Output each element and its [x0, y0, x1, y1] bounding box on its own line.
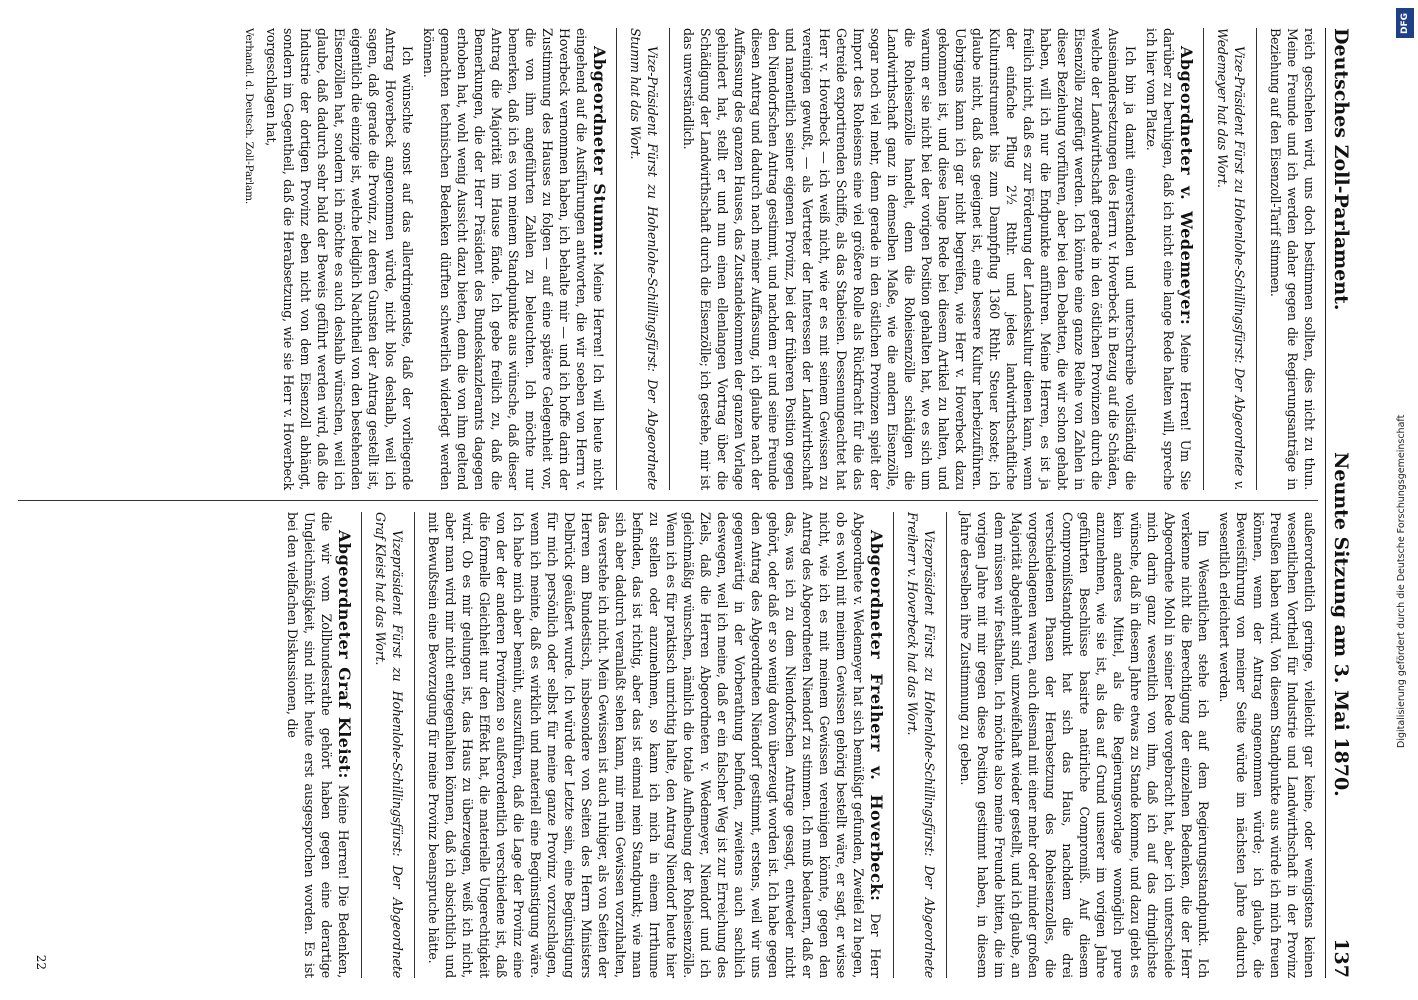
divider [669, 28, 670, 490]
chair-announcement: Vize-Präsident Fürst zu Hohenlohe-Schillingsfürst: Der Abgeordnete Stumm hat das Wort. [628, 28, 660, 490]
speech-paragraph: Im Wesentlichen stehe ich auf dem Regierungsstandpunkt. Ich verkenne nicht die Berechtigung der einzelnen Bedenken, die der Herr Abgeordnete Mohl in seiner Rede vorgebracht hat, aber ich unterscheide mich darin ganz wesentlich von ihm, daß ich auf das dringlichste wünsche, daß in diesem Jahre etwas zu Stande komme, und dazu giebt es kein anderes Mittel, als die Regierungsvorlage womöglich pure anzunehmen, wie sie ist, als das auf Grund unserer im vorigen Jahre geführten Beschlüsse basirte natürliche Compromiß. Auf diesem Compromißstandpunkt hat sich das Haus, nachdem die drei verschiedenen Phasen der Herabsetzung des Roheisenzolles, die vorgeschlagenen waren, auch diesmal mit einer mehr oder minder großen Majorität abgelehnt sind, unzweifelhaft wieder gestellt, und ich glaube, an dem müssen wir festhalten. Ich möchte also meine Freunde bitten, die im vorigen Jahre mit mir gegen diese Position gestimmt haben, in diesem Jahre derselben ihre Zustimmung zu geben. [958, 512, 1211, 978]
speech-paragraph: Ich wünschte sonst auf das allerdringendste, daß der vorliegende Antrag Hoverbeck angenommen würde, nicht blos deshalb, weil ich sagen, daß gerade die Provinz, zu deren Gunsten der Antrag gestellt ist, eigentlich die einzige ist, welche lediglich Nachtheil von den bestehenden Eisenzöllen hat, sondern ich möchte es auch deshalb wünschen, weil ich glaube, daß dadurch sehr bald der Beweis geführt werden wird, daß die Industrie der dortigen Provinz eben nicht von dem Eisenzoll abhängt, sondern im Gegentheil, daß die Herabsetzung, wie sie Herr v. Hoverbeck vorgeschlagen hat, [264, 28, 415, 490]
divider [414, 512, 415, 978]
speech-text: Meine Herren! Um Sie darüber zu beruhigen, daß ich nicht eine lange Rede halten will, spreche ich hier vom Platze. [1144, 28, 1193, 491]
divider [1203, 28, 1204, 490]
divider [893, 512, 894, 978]
right-column [280, 512, 1318, 978]
speech-text: Meine Herren! Die Bedenken, die wir vom Zollbundesrathe gehört haben gegen eine derartige Ungleichmäßigkeit, sind nicht heute erst ausgesprochen worden. Es ist bei den vielfachen Diskussionen, die [285, 512, 351, 978]
speech-paragraph: Ich bin ja damit einverstanden und unterschreibe vollständig die Auseinandersetzungen des Herrn v. Hoverbeck in Bezug auf die Schäden, welche der Landwirthschaft gerade in den östlichen Provinzen durch die Eisenzölle zugefügt werden. Ich könnte eine ganze Reihe von Zahlen in dieser Beziehung vorführen, aber bei den Debatten, die wir schon gehabt haben, will ich nur die Endpunkte anführen. Meine Herren, es ist ja freilich nicht, daß es zur Förderung der Landeskultur dienen kann, wenn der einfache Pflug 2½ Rthlr. und jedes landwirthschaftliche Kulturinstrument bis zum Dampfpflug 1360 Rthlr. Steuer kostet; ich glaube nicht, daß das geeignet ist, eine bessere Kultur herbeizuführen. Uebrigens kann ich gar nicht begreifen, wie Herr v. Hoverbeck dazu gekommen ist, und diese lange Rede bei diesem Artikel zu halten, und warum er sie nicht bei der vorigen Position gehalten hat, wo es sich um die Roheisenzölle handelt, denn die Roheisenzölle schädigen die Landwirthschaft ganz in demselben Maße, wie die andern Eisenzölle, sogar noch viel mehr, denn gerade in den östlichen Provinzen spielt der Import des Roheisens eine viel größere Rolle als Rückfracht für die das Getreide exportirenden Schiffe, als das Stabeisen. Dessenungeachtet hat Herr v. Hoverbeck — ich weiß nicht, wie er es mit seinem Gewissen zu vereinigen gewußt, — als Vertreter der Interessen der Landwirthschaft und namentlich seiner eigenen Provinz, bei der früheren Position gegen den Niendorfschen Antrag gestimmt, und nachdem er und seine Freunde diesen Antrag und dadurch nach meiner Auffassung, ich glaube nach der Auffassung des ganzen Hauses, das Zustandekommen der ganzen Vorlage gehindert hat, stellt er und nun einen ellenlangen Vortrag über die Schädigung der Landwirthschaft durch die Eisenzölle; ich gestehe, mir ist das unverständlich. [681, 28, 1138, 490]
divider [361, 512, 362, 978]
header-page-number: 137 [1330, 938, 1352, 978]
speech-paragraph: außerordentlich geringe, vielleicht gar keine, oder wenigstens keinen wesentlichen Vortheil für Industrie und Landwirthschaft in der Provinz Preußen haben wird. Von diesem Standpunkte aus würde ich mich freuen können, wenn der Antrag angenommen würde; ich glaube, die Beweisführung von meiner Seite würde im nächsten Jahre dadurch wesentlich erleichtert werden. [1217, 512, 1317, 978]
sheet-signature: 22 [34, 954, 48, 970]
left-column [236, 28, 1318, 490]
chair-announcement: Vizepräsident Fürst zu Hohenlohe-Schillingsfürst: Der Abgeordnete Graf Kleist hat das Wort. [373, 512, 405, 978]
chair-announcement: Vize-Präsident Fürst zu Hohenlohe-Schillingsfürst: Der Abgeordnete v. Wedemeyer hat das Wort. [1215, 28, 1247, 490]
speech-paragraph [425, 512, 885, 978]
speaker-name: Abgeordneter Stumm: [590, 46, 609, 257]
chair-announcement: Vizepräsident Fürst zu Hohenlohe-Schillingsfürst: Der Abgeordnete Freiherr v. Hoverbeck hat das Wort. [905, 512, 937, 978]
footnote: Verhandl. d. Deutsch. Zoll-Parlam. [243, 28, 255, 204]
speech-text: Der Herr Abgeordnete v. Wedemeyer hat sich bemüßigt gefunden, Zweifel zu hegen, ob es wohl mit meinem Gewissen gehörig bestellt wäre, er sagt, er wisse nicht, wie ich es mit meinem Gewissen vereinigen könnte, gegen den Antrag des Abgeordneten Niendorf zu stimmen. Ich muß bedauern, daß er das, was ich zu dem Niendorfschen Antrage gesagt, entweder nicht gehört, oder daß er so wenig davon überzeugt worden ist. Ich habe gegen den Antrag des Abgeordneten Niendorf gestimmt, erstens, weil wir uns gegenwärtig in der Vorberathung befinden, zweitens auch sachlich deswegen, weil ich meine, daß er ein falscher Weg ist zur Erreichung des Ziels, daß die Herren Abgeordneten v. Wedemeyer, Niendorf und ich gleichmäßig wünschen, nämlich die totale Aufhebung der Roheisenzölle. Wenn ich es für praktisch unrichtig halte, den Antrag Niendorf heute hier zu stellen oder anzunehmen, so kann ich mich in einem Irrthume befinden, das ist richtig, aber das ist einmal mein Standpunkt; wie man sich aber dadurch veranlaßt sehen kann, mir mein Gewissen vorzuhalten, das verstehe ich nicht. Mein Gewissen ist auch ruhiger, als von Seiten der Herren am Bundestisch, insbesondere von Seiten des Herrn Ministers Delbrück geäußert wurde. Ich würde der Letzte sein, eine Begünstigung für mich persönlich oder selbst für meine ganze Provinz vorzuschlagen, wenn ich meinte, daß es wirklich und materiell eine Begünstigung wäre. Ich habe mich aber bemüht, auszuführen, daß die Lage der Provinz eine von der der anderen Provinzen so außerordentlich verschiedene ist, daß die formelle Gleichheit nur den Effekt hat, die materielle Ungerechtigkeit wird. Ob es mir gelungen ist, das Haus zu überzeugen, weiß ich nicht, aber man wird mir nicht entgegenhalten können, daß ich absichtlich und mit Bewußtsein eine Bevorzugung für meine Provinz beanspruche hätte. [426, 512, 883, 978]
divider [616, 28, 617, 490]
header-publication: Deutsches Zoll-Parlament. [1330, 28, 1352, 311]
page-header [1325, 28, 1370, 978]
dfg-credit: Digitalisierung gefördert durch die Deutsche Forschungsgemeinschaft [1396, 414, 1407, 748]
divider [1256, 28, 1257, 490]
speaker-name: Abgeordneter v. Wedemeyer: [1177, 46, 1196, 326]
paragraph: reich geschehen wird, uns doch bestimmen sollten, dies nicht zu thun. Meine Freunde und ich werden daher gegen die Regierungsanträge in Beziehung auf den Eisenzoll-Tarif stimmen. [1268, 28, 1317, 490]
speech-paragraph [420, 28, 608, 490]
speaker-name: Abgeordneter Graf Kleist: [335, 530, 354, 779]
speech-paragraph [284, 512, 353, 978]
header-session: Neunte Sitzung am 3. Mai 1870. [1330, 452, 1352, 797]
column-divider [18, 500, 1318, 501]
divider [946, 512, 947, 978]
speech-paragraph [1143, 28, 1195, 490]
speech-text: Meine Herren! Ich will heute nicht eingehend auf die Ausführungen antworten, die wir soeben von Herrn v. Hoverbeck vernommen haben, ich behalte mir — und ich hoffe darin der Zustimmung des Hauses zu folgen — auf eine spätere Gelegenheit vor, die von ihm angeführten Zahlen zu beleuchten. Ich möchte nur bemerken, daß ich es von meinem Standpunkte aus wünsche, daß dieser Antrag die Majorität im Hause fände. Ich gebe freilich zu, daß die Bemerkungen, die der Herr Präsident des Bundeskanzleramts dagegen erhoben hat, wohl wenig Aussicht dazu bieten, denn die von ihm geltend gemachten technischen Bedenken dürften schwerlich widerlegt werden können. [421, 28, 606, 491]
speaker-name: Abgeordneter Freiherr v. Hoverbeck: [867, 530, 886, 902]
dfg-logo: DFG [1396, 8, 1414, 38]
